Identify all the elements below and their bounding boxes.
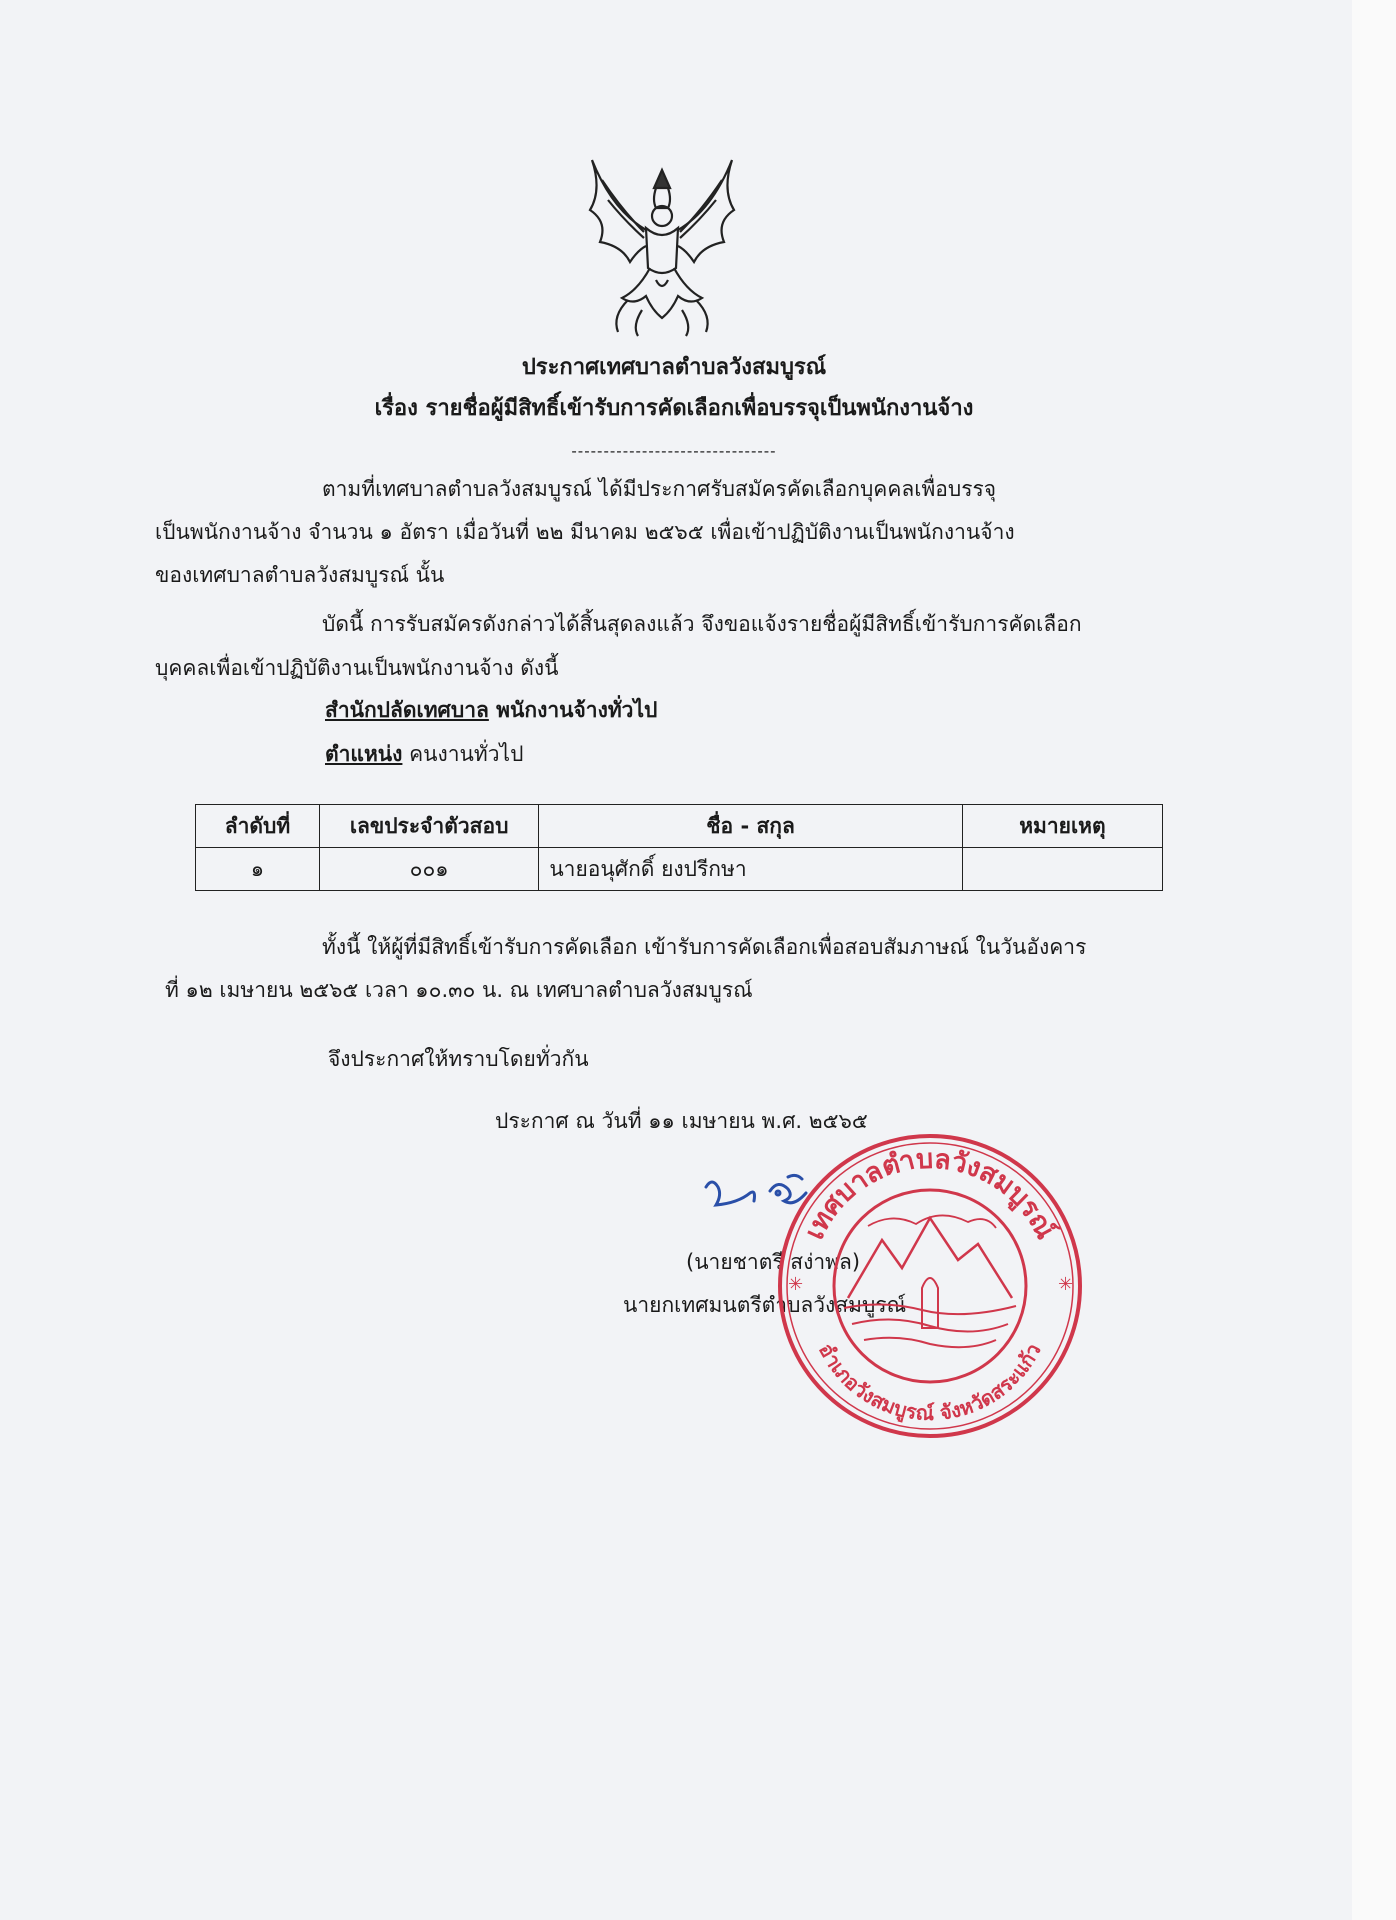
table-header-row — [196, 805, 1163, 848]
signer-title: นายกเทศมนตรีตำบลวังสมบูรณ์ — [623, 1293, 907, 1317]
announcement-date: ประกาศ ณ วันที่ ๑๑ เมษายน พ.ศ. ๒๕๖๕ — [495, 1109, 868, 1133]
position-label: ตำแหน่ง — [325, 742, 403, 766]
column-header-name: ชื่อ - สกุล — [539, 805, 963, 848]
paragraph-2-line-2: บุคคลเพื่อเข้าปฏิบัติงานเป็นพนักงานจ้าง ดังนี้ — [155, 656, 559, 680]
paragraph-3-line-1: ทั้งนี้ ให้ผู้ที่มีสิทธิ์เข้ารับการคัดเลือก เข้ารับการคัดเลือกเพื่อสอบสัมภาษณ์ ในวันอังคาร — [322, 935, 1087, 959]
column-header-order: ลำดับที่ — [196, 805, 320, 848]
signer-name: (นายชาตรี สง่าพล) — [686, 1250, 861, 1274]
cell-remark — [962, 848, 1162, 891]
seal-bottom-text: อำเภอวังสมบูรณ์ จังหวัดสระแก้ว — [814, 1339, 1046, 1426]
title-divider: -------------------------------- — [571, 442, 777, 460]
paragraph-3-line-2: ที่ ๑๒ เมษายน ๒๕๖๕ เวลา ๑๐.๓๐ น. ณ เทศบาลตำบลวังสมบูรณ์ — [165, 978, 753, 1002]
position-value: คนงานทั่วไป — [409, 742, 524, 766]
candidate-table — [195, 804, 1163, 891]
position-line — [325, 741, 523, 767]
cell-exam-id: ๐๐๑ — [319, 848, 538, 891]
paragraph-1-line-2: เป็นพนักงานจ้าง จำนวน ๑ อัตรา เมื่อวันที่ ๒๒ มีนาคม ๒๕๖๕ เพื่อเข้าปฏิบัติงานเป็นพนักงานจ้าง — [155, 520, 1015, 544]
garuda-emblem-icon — [572, 150, 752, 340]
section-value: พนักงานจ้างทั่วไป — [496, 698, 658, 722]
paragraph-1-line-3: ของเทศบาลตำบลวังสมบูรณ์ นั้น — [155, 563, 445, 587]
closing-statement: จึงประกาศให้ทราบโดยทั่วกัน — [328, 1047, 589, 1071]
seal-star-right-icon: ✳ — [1058, 1274, 1074, 1295]
table-row — [196, 848, 1163, 891]
seal-top-text: เทศบาลตำบลวังสมบูรณ์ — [798, 1143, 1061, 1245]
cell-order: ๑ — [196, 848, 320, 891]
column-header-exam-id: เลขประจำตัวสอบ — [319, 805, 538, 848]
svg-text:เทศบาลตำบลวังสมบูรณ์ — [799, 1144, 1062, 1245]
paragraph-2-line-1: บัดนี้ การรับสมัครดังกล่าวได้สิ้นสุดลงแล้ว จึงขอแจ้งรายชื่อผู้มีสิทธิ์เข้ารับการคัดเลือก — [322, 612, 1082, 636]
paragraph-1-line-1: ตามที่เทศบาลตำบลวังสมบูรณ์ ได้มีประกาศรับสมัครคัดเลือกบุคคลเพื่อบรรจุ — [322, 477, 997, 501]
document-subject: เรื่อง รายชื่อผู้มีสิทธิ์เข้ารับการคัดเลือกเพื่อบรรจุเป็นพนักงานจ้าง — [374, 396, 974, 421]
municipal-seal-icon — [772, 1128, 1088, 1444]
seal-star-left-icon: ✳ — [788, 1274, 804, 1295]
section-line — [325, 697, 657, 723]
column-header-remark: หมายเหตุ — [962, 805, 1162, 848]
document-title: ประกาศเทศบาลตำบลวังสมบูรณ์ — [521, 355, 827, 380]
cell-name: นายอนุศักดิ์ ยงปรีกษา — [539, 848, 963, 891]
scan-edge — [1352, 0, 1396, 1920]
section-label: สำนักปลัดเทศบาล — [325, 698, 489, 722]
